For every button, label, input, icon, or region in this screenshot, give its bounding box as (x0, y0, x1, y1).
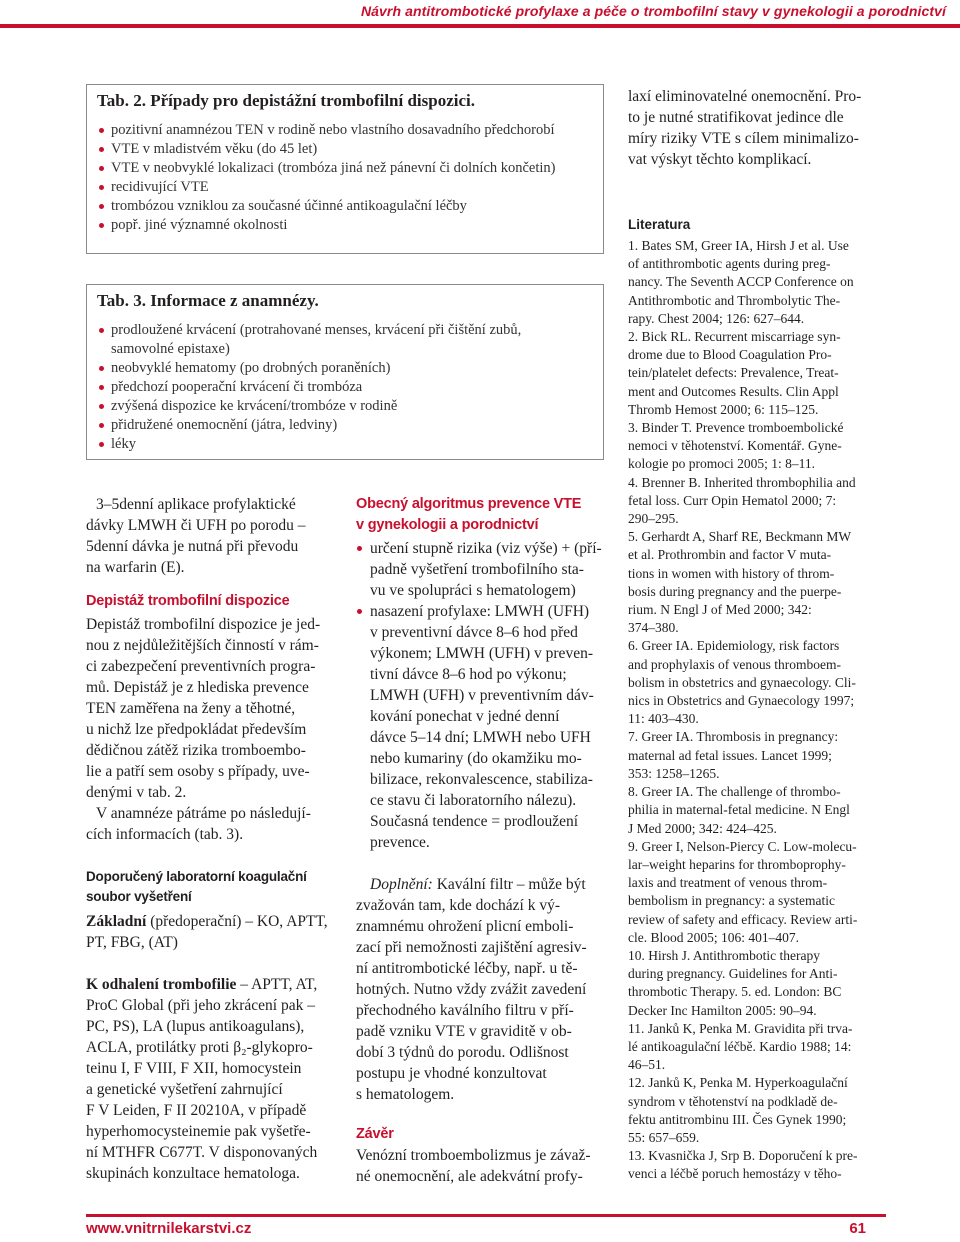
reference-line: drome due to Blood Coagulation Pro- (628, 347, 832, 363)
paragraph-line: postupu je vhodné konzultovat (356, 1065, 547, 1082)
reference-line: 8. Greer IA. The challenge of thrombo- (628, 784, 841, 800)
reference-line: 9. Greer I, Nelson-Piercy C. Low-molecu- (628, 838, 857, 854)
list-item: pozitivní anamnézou TEN v rodině nebo vlastního dosavadního předchorobí (99, 121, 556, 140)
list-item: předchozí pooperační krvácení či trombóza (99, 378, 521, 397)
reference-line: rapy. Chest 2004; 126: 627–644. (628, 310, 805, 326)
reference-line: 13. Kvasnička J, Srp B. Doporučení k pre- (628, 1148, 858, 1164)
left-column (86, 494, 336, 1184)
reference-line: 12. Janků K, Penka M. Hyperkoagulační (628, 1075, 848, 1091)
reference-line: bolism in obstetrics and gynaecology. Cli- (628, 674, 856, 690)
reference-line: 11: 403–430. (628, 711, 699, 727)
list-item: VTE v neobvyklé lokalizaci (trombóza jiná než pánevní či dolních končetin) (99, 159, 556, 178)
paragraph-line: to je nutné stratifikovat jedince dle (628, 109, 844, 126)
paragraph-line: V anamnéze pátráme po následují- (96, 805, 311, 822)
paragraph-line (86, 557, 336, 578)
reference-line: nemoci v těhotenství. Komentář. Gyne- (628, 438, 842, 454)
paragraph-line: dávky LMWH či UFH po porodu – (86, 517, 306, 534)
paragraph-line: Venózní tromboembolizmus je závaž- (356, 1147, 591, 1164)
reference-line: Decker Inc Hamilton 2005: 90–94. (628, 1002, 817, 1018)
paragraph-line: Depistáž trombofilní dispozice je jed- (86, 616, 321, 633)
reference-line: laxis and treatment of venous throm- (628, 875, 828, 891)
reference-line: 4. Brenner B. Inherited thrombophilia and (628, 474, 856, 490)
bullet-line: padně vyšetření trombofilního sta- (370, 561, 584, 578)
intro-text: na warfarin (E). (86, 559, 185, 576)
list-item: popř. jiné významné okolnosti (99, 216, 556, 235)
reference-line: 290–295. (628, 511, 679, 527)
paragraph-line: skupinách konzultace hematologa. (86, 1165, 300, 1182)
bullet-line: dávce 5–14 dní; LMWH nebo UFH (370, 729, 591, 746)
reference-line: 7. Greer IA. Thrombosis in pregnancy: (628, 729, 839, 745)
paragraph-line (86, 974, 336, 995)
paragraph-line: F V Leiden, F II 20210A, v případě (86, 1102, 307, 1119)
reference-line: fetal loss. Curr Opin Hematol 2000; 7: (628, 492, 837, 508)
table-2-box (86, 84, 604, 254)
section-heading-lab: soubor vyšetření (86, 889, 192, 904)
list-item: trombózou vzniklou za současné účinné antikoagulační léčby (99, 197, 556, 216)
reference-line: nancy. The Seventh ACCP Conference on (628, 274, 854, 290)
section-heading-depistaz: Depistáž trombofilní dispozice (86, 593, 290, 609)
reference-line: lar–weight heparins for thromboprophy- (628, 856, 846, 872)
paragraph-line: PC, PS), LA (lupus antikoagulans), (86, 1018, 305, 1035)
reference-line: 353: 1258–1265. (628, 765, 720, 781)
paragraph-line: zací při nemožnosti zajištění agresiv- (356, 939, 587, 956)
paragraph-line: ní MTHFR C677T. V disponovaných (86, 1144, 318, 1161)
reference-line: 3. Binder T. Prevence tromboembolické (628, 420, 844, 436)
literature-heading: Literatura (628, 217, 691, 232)
list-item: recidivující VTE (99, 178, 556, 197)
reference-line: 6. Greer IA. Epidemiology, risk factors (628, 638, 840, 654)
paragraph-line: ProC Global (při jeho zkrácení pak – (86, 997, 315, 1014)
reference-line: 5. Gerhardt A, Sharf RE, Beckmann MW (628, 529, 852, 545)
paragraph-line: hotných. Nutno vždy zvážit zavedení (356, 981, 587, 998)
reference-line: review of safety and efficacy. Review arti- (628, 911, 858, 927)
reference-line: ment and Outcomes Results. Clin Appl (628, 383, 839, 399)
paragraph-line: dobí 3 týdnů do porodu. Odlišnost (356, 1044, 569, 1061)
reference-line: of antithrombotic agents during preg- (628, 256, 831, 272)
paragraph-line: mů. Depistáž je z hlediska prevence (86, 679, 309, 696)
doplneni-text: Kavální filtr – může být (432, 876, 586, 893)
paragraph-line: u nichž lze předpokládat především (86, 721, 307, 738)
page-number: 61 (849, 1220, 866, 1237)
paragraph-line: laxí eliminovatelné onemocnění. Pro- (628, 88, 862, 105)
paragraph-line: ci zabezpečení preventivních progra- (86, 658, 316, 675)
bullet-line: nasazení profylaxe: LMWH (UFH) (370, 601, 604, 622)
bullet-line: určení stupně rizika (viz výše) + (pří- (370, 538, 604, 559)
reference-line: bosis during pregnancy and the puerpe- (628, 583, 842, 599)
bullet-line: v preventivní dávce 8–6 hod před (370, 624, 578, 641)
reference-line: 11. Janků K, Penka M. Gravidita při trva- (628, 1020, 853, 1036)
zakladni-label: Základní (86, 913, 147, 930)
bullet-line: LMWH (UFH) v preventivním dáv- (370, 687, 594, 704)
right-column (628, 86, 876, 1184)
footer-url: www.vnitrnilekarstvi.cz (86, 1220, 252, 1237)
reference-line: venci a léčbě poruch hemostázy v těho- (628, 1166, 842, 1182)
reference-line: bembolism in pregnancy: a systematic (628, 893, 835, 909)
list-item: zvýšená dispozice ke krvácení/trombóze v rodině (99, 397, 521, 416)
reference-line: 55: 657–659. (628, 1129, 700, 1145)
table-3-title: Tab. 3. Informace z anamnézy. (97, 291, 319, 310)
reference-line: maternal ad fetal issues. Lancet 1999; (628, 747, 832, 763)
paragraph-line: s hematologem. (356, 1086, 455, 1103)
doplneni-label: Doplnění: (370, 876, 433, 893)
reference-line: fektu antitrombinu III. Čes Gynek 1990; (628, 1111, 847, 1127)
reference-line: 46–51. (628, 1057, 666, 1073)
paragraph-line: přechodného kaválního filtru v pří- (356, 1002, 574, 1019)
section-heading-lab: Doporučený laboratorní koagulační (86, 869, 307, 884)
reference-line: rium. N Engl J of Med 2000; 342: (628, 602, 812, 618)
paragraph-line: ní antitrombotické léčby, např. u tě- (356, 960, 578, 977)
paragraph-line: dědičnou zátěž rizika tromboembo- (86, 742, 306, 759)
reference-line: and prophylaxis of venous thromboem- (628, 656, 841, 672)
reference-line: nics in Obstetrics and Gynaecology 1997; (628, 693, 855, 709)
reference-line: Thromb Hemost 2000; 6: 115–125. (628, 401, 819, 417)
reference-line: tions in women with history of throm- (628, 565, 835, 581)
reference-line: 374–380. (628, 620, 679, 636)
paragraph-line: a genetické vyšetření zahrnující (86, 1081, 283, 1098)
paragraph-line: né onemocnění, ale adekvátní profy- (356, 1168, 583, 1185)
reference-line: kologie po promoci 2005; 1: 8–11. (628, 456, 815, 472)
paragraph-line: 5denní dávka je nutná při převodu (86, 538, 299, 555)
reference-line: syndrom v těhotenství na podkladě de- (628, 1093, 838, 1109)
bullet-line: nebo kumariny (do okamžiku mo- (370, 750, 582, 767)
paragraph-line (86, 911, 336, 932)
list-item: prodloužené krvácení (protrahované menses, krvácení při čištění zubů, (99, 321, 521, 340)
reference-line: cle. Blood 2005; 106: 401–407. (628, 929, 799, 945)
bullet-line: Současná tendence = prodloužení (370, 813, 579, 830)
section-heading-algorithm: v gynekologii a porodnictví (356, 517, 539, 533)
paragraph-line: PT, FBG, (AT) (86, 934, 178, 951)
running-header-title: Návrh antitrombotické profylaxe a péče o trombofilní stavy v gynekologii a porodnictví (360, 3, 946, 19)
list-item: VTE v mladistvém věku (do 45 let) (99, 140, 556, 159)
reference-line: during pregnancy. Guidelines for Anti- (628, 966, 838, 982)
paragraph-line: zvažován tam, kde dochází k vý- (356, 897, 560, 914)
table-2-title: Tab. 2. Případy pro depistážní trombofilní dispozici. (97, 91, 476, 110)
reference-line: 1. Bates SM, Greer IA, Hirsh J et al. Use (628, 238, 849, 253)
reference-line: thrombotic Therapy. 5. ed. London: BC (628, 984, 842, 1000)
reference-line: J Med 2000; 342: 424–425. (628, 820, 777, 836)
reference-line: tein/platelet defects: Prevalence, Treat- (628, 365, 839, 381)
table-3-list (99, 321, 521, 454)
paragraph-line: 3–5denní aplikace profylaktické (96, 496, 296, 513)
reference-line: 2. Bick RL. Recurrent miscarriage syn- (628, 329, 841, 345)
reference-line: philia in maternal-fetal medicine. N Engl (628, 802, 850, 818)
list-item: přidružené onemocnění (játra, ledviny) (99, 416, 521, 435)
paragraph-line: hyperhomocysteinemie pak vyšetře- (86, 1123, 311, 1140)
paragraph-line: nou z nejdůležitějších činností v rám- (86, 637, 319, 654)
paragraph-line: vat výskyt těchto komplikací. (628, 151, 812, 168)
paragraph-line (356, 874, 604, 895)
bullet-line: vu ve spolupráci s hematologem) (370, 582, 576, 599)
bullet-line: prevence. (370, 834, 430, 851)
bullet-line: ce stavu či laboratorního nálezu). (370, 792, 577, 809)
paragraph-line: ACLA, protilátky proti β₂-glykopro- (86, 1039, 313, 1056)
paragraph-line: lie a patří sem osoby s případy, uve- (86, 763, 310, 780)
list-item: neobvyklé hematomy (po drobných poraněních) (99, 359, 521, 378)
bullet-line: kování ponechat v jedné denní (370, 708, 560, 725)
odhaleni-label: K odhalení trombofilie (86, 976, 237, 993)
paragraph-line: padě vzniku VTE v graviditě v ob- (356, 1023, 572, 1040)
paragraph-line: denými v tab. 2. (86, 784, 187, 801)
odhaleni-text: – APTT, AT, (236, 976, 318, 993)
middle-column (356, 494, 604, 1187)
footer-rule (86, 1214, 886, 1217)
running-header (0, 0, 960, 24)
bullet-line: tivní dávce 8–6 hod po výkonu; (370, 666, 567, 683)
bullet-line: bilizace, rekonvalescence, stabiliza- (370, 771, 593, 788)
section-heading-algorithm: Obecný algoritmus prevence VTE (356, 496, 582, 512)
header-rule (0, 24, 960, 28)
reference-line: Antithrombotic and Thrombolytic The- (628, 292, 841, 308)
paragraph-line: míry riziky VTE s cílem minimalizo- (628, 130, 859, 147)
section-heading-zaver: Závěr (356, 1126, 394, 1142)
table-3-box (86, 284, 604, 460)
zakladni-text: (předoperační) – KO, APTT, (146, 913, 328, 930)
table-2-list (99, 121, 556, 235)
reference-line: et al. Prothrombin and factor V muta- (628, 547, 832, 563)
list-item-continuation: samovolné epistaxe) (111, 341, 230, 357)
reference-line: lé antikoagulační léčbě. Kardio 1988; 14: (628, 1038, 852, 1054)
bullet-line: výkonem; LMWH (UFH) v preven- (370, 645, 593, 662)
list-item: léky (99, 435, 521, 454)
paragraph-line: TEN zaměřena na ženy a těhotné, (86, 700, 296, 717)
reference-list (628, 237, 876, 1184)
paragraph-line: cích informacích (tab. 3). (86, 826, 244, 843)
reference-line: 10. Hirsh J. Antithrombotic therapy (628, 947, 820, 963)
paragraph-line: znamnému ohrožení plicní emboli- (356, 918, 574, 935)
paragraph-line: teinu I, F VIII, F XII, homocystein (86, 1060, 302, 1077)
